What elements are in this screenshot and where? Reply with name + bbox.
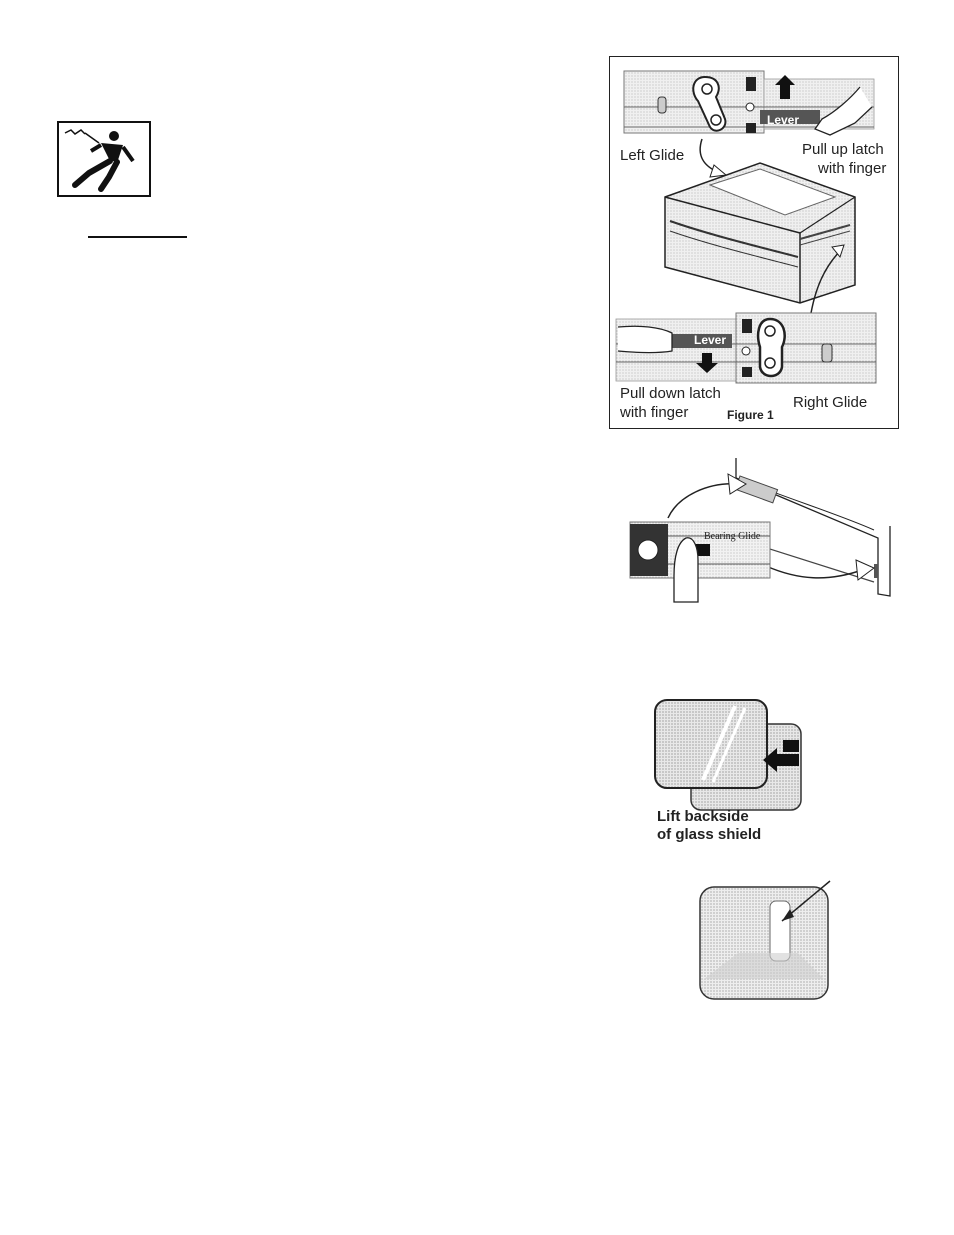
figure-2-bearing-glide — [628, 456, 892, 604]
electrical-shock-warning-icon — [57, 121, 151, 197]
figure-1-caption: Figure 1 — [727, 408, 774, 422]
drawer-glide-illustration — [610, 57, 898, 428]
lever-label-bottom: Lever — [694, 333, 727, 347]
figure-1-frame — [609, 56, 899, 429]
figure-4-glass-shield-slot — [698, 879, 834, 1001]
pull-up-latch-label-2: with finger — [818, 160, 887, 177]
left-glide-label: Left Glide — [620, 147, 685, 164]
lever-label-top: Lever — [767, 113, 800, 127]
pull-down-latch-label-1: Pull down latch — [620, 385, 721, 402]
pull-up-latch-label-1: Pull up latch — [802, 141, 884, 158]
lift-backside-caption-1: Lift backside — [657, 808, 749, 825]
pull-down-latch-label-2: with finger — [620, 404, 689, 421]
heading-underline — [88, 236, 187, 238]
figure-3-glass-shield — [653, 696, 803, 812]
bearing-glide-label: Bearing Glide — [704, 531, 761, 542]
lift-backside-caption-2: of glass shield — [657, 826, 762, 843]
right-glide-label: Right Glide — [793, 394, 868, 411]
